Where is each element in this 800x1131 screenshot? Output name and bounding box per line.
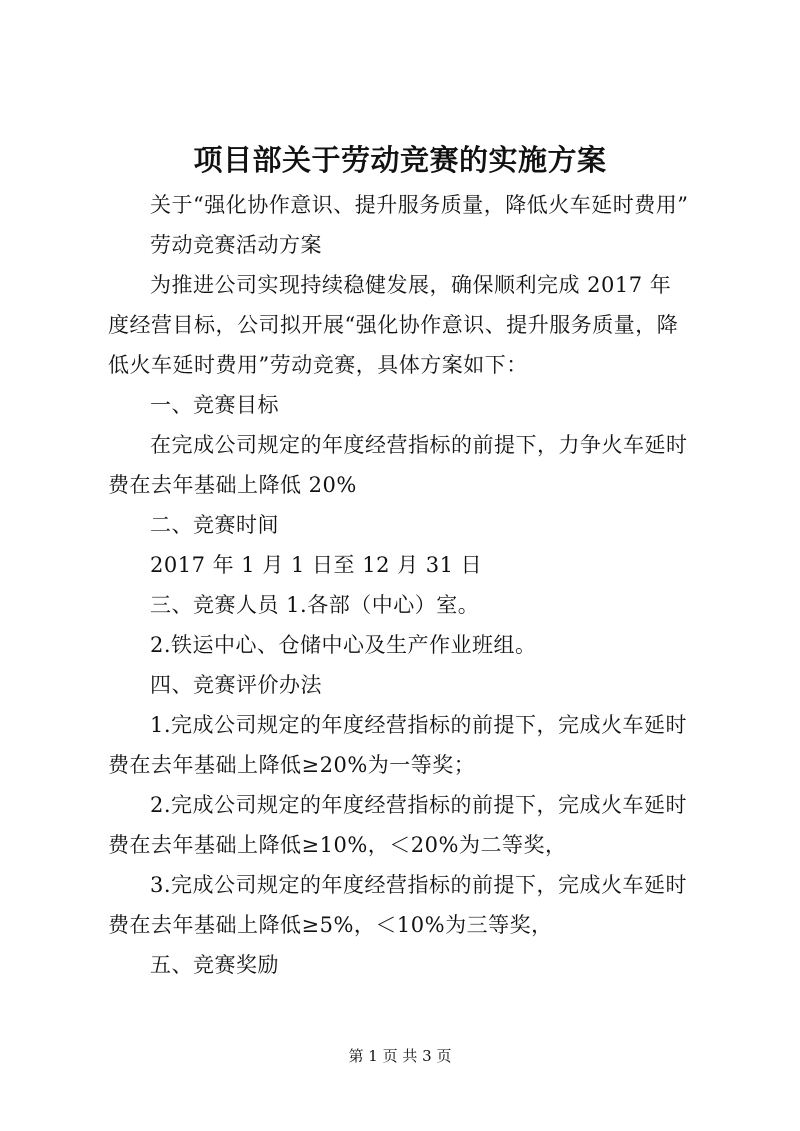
evaluation-item-1: 1.完成公司规定的年度经营指标的前提下，完成火车延时费在去年基础上降低≥20%为一等奖； bbox=[108, 713, 688, 777]
evaluation-item-2: 2.完成公司规定的年度经营指标的前提下，完成火车延时费在去年基础上降低≥10%，＜20%为二等奖， bbox=[108, 793, 688, 857]
subtitle-line-2: 劳动竞赛活动方案 bbox=[150, 233, 322, 257]
document-title: 项目部关于劳动竞赛的实施方案 bbox=[193, 143, 607, 177]
intro-paragraph: 为推进公司实现持续稳健发展，确保顺利完成 2017 年度经营目标，公司拟开展“强化协作意识、提升服务质量，降低火车延时费用”劳动竞赛，具体方案如下： bbox=[108, 273, 679, 377]
participants-line-2: 2.铁运中心、仓储中心及生产作业班组。 bbox=[150, 633, 537, 657]
subtitle-line-1: 关于“强化协作意识、提升服务质量，降低火车延时费用” bbox=[150, 193, 689, 217]
goal-paragraph: 在完成公司规定的年度经营指标的前提下，力争火车延时费在去年基础上降低 20% bbox=[108, 433, 688, 497]
evaluation-item-3: 3.完成公司规定的年度经营指标的前提下，完成火车延时费在去年基础上降低≥5%，＜10%为三等奖， bbox=[108, 873, 688, 937]
participants-line-1: 三、竞赛人员 1.各部（中心）室。 bbox=[150, 593, 480, 617]
section-heading-evaluation: 四、竞赛评价办法 bbox=[150, 673, 322, 697]
document-body bbox=[108, 185, 692, 985]
page-footer: 第 1 页 共 3 页 bbox=[348, 1047, 452, 1065]
time-paragraph: 2017 年 1 月 1 日至 12 月 31 日 bbox=[150, 553, 483, 577]
section-heading-time: 二、竞赛时间 bbox=[150, 513, 279, 537]
section-heading-rewards: 五、竞赛奖励 bbox=[150, 953, 279, 977]
section-heading-goal: 一、竞赛目标 bbox=[150, 393, 279, 417]
